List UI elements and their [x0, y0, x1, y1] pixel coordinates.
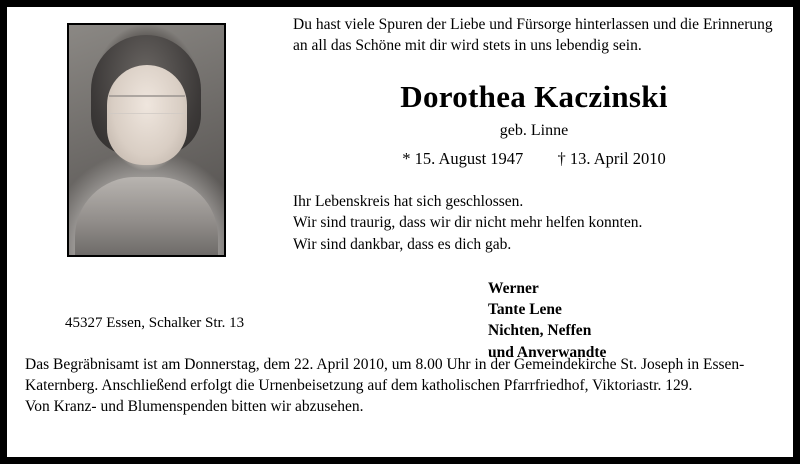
life-dates [293, 149, 775, 169]
list-item: Tante Lene [488, 300, 562, 318]
glasses-icon [109, 95, 185, 114]
farewell-line: Wir sind dankbar, dass es dich gab. [293, 235, 512, 253]
birth-date: * 15. August 1947 [402, 148, 524, 168]
obituary-inner [7, 7, 793, 457]
obituary-top-area [25, 15, 775, 361]
farewell-line: Ihr Lebenskreis hat sich geschlossen. [293, 192, 524, 210]
address-line: 45327 Essen, Schalker Str. 13 [65, 315, 245, 331]
obituary-text-column [293, 15, 775, 363]
maiden-name: geb. Linne [499, 121, 569, 139]
no-flowers-note: Von Kranz- und Blumenspenden bitten wir abzusehen. [25, 397, 364, 415]
list-item: und Anverwandte [488, 343, 607, 361]
death-date: † 13. April 2010 [557, 148, 666, 168]
portrait-face-shape [107, 65, 187, 165]
portrait-photo-image [69, 25, 224, 255]
mourners-list [488, 278, 775, 364]
list-item: Nichten, Neffen [488, 322, 592, 340]
list-item: Werner [488, 279, 539, 297]
funeral-service-note [25, 355, 775, 418]
portrait-body-shape [75, 177, 218, 255]
funeral-details: Das Begräbnisamt ist am Donnerstag, dem 22. April 2010, um 8.00 Uhr in der Gemeindekirche St. Joseph in Essen-Katernberg. Anschließend erfolgt die Urnenbeisetzung auf dem katholischen Pfarrfriedhof, Viktoriastr. 129. [25, 356, 745, 394]
farewell-line: Wir sind traurig, dass wir dir nicht mehr helfen konnten. [293, 214, 643, 232]
farewell-text [293, 191, 775, 256]
deceased-name: Dorothea Kaczinski [400, 78, 668, 114]
portrait-photo [67, 23, 226, 257]
memorial-verse: Du hast viele Spuren der Liebe und Fürsorge hinterlassen und die Erinnerung an all das Schöne mit dir wird stets in uns lebendig sein. [293, 16, 773, 54]
